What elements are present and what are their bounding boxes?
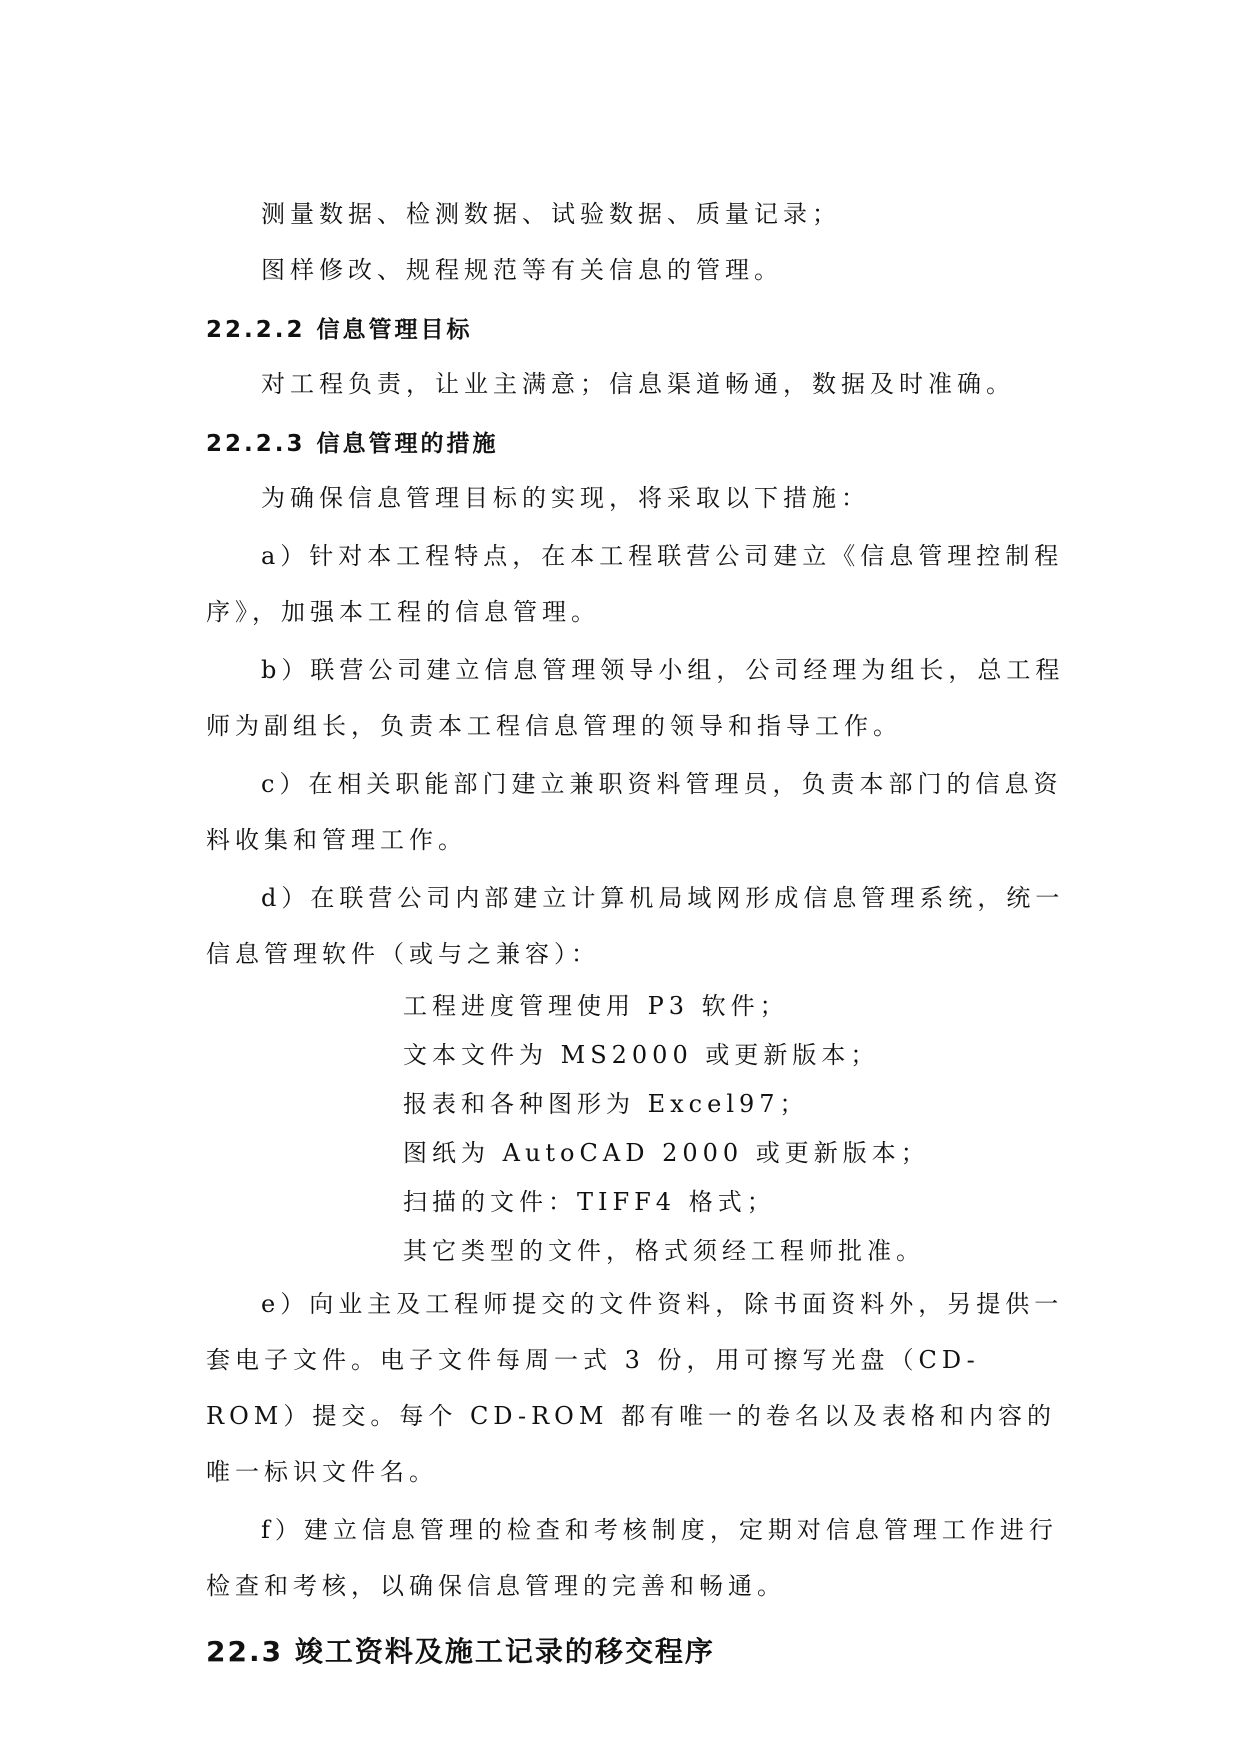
section-heading-22-2-2: 22.2.2 信息管理目标 [206,317,473,343]
paragraph-target: 对工程负责，让业主满意；信息渠道畅通，数据及时准确。 [261,370,1015,398]
software-item: 工程进度管理使用 P3 软件； [403,992,789,1020]
list-item-c: c）在相关职能部门建立兼职资料管理员，负责本部门的信息资料收集和管理工作。 [206,770,1063,854]
page-content [206,186,1066,1682]
list-item-d: d）在联营公司内部建立计算机局域网形成信息管理系统，统一信息管理软件（或与之兼容）： [206,884,1065,968]
list-item-a: a）针对本工程特点，在本工程联营公司建立《信息管理控制程序》，加强本工程的信息管理。 [206,542,1064,626]
section-heading-22-2-3: 22.2.3 信息管理的措施 [206,431,499,457]
software-item: 报表和各种图形为 Excel97； [403,1090,809,1118]
software-item: 文本文件为 MS2000 或更新版本； [403,1041,880,1069]
software-item: 扫描的文件：TIFF4 格式； [403,1188,776,1216]
paragraph-intro: 为确保信息管理目标的实现，将采取以下措施： [261,484,870,512]
paragraph-records: 测量数据、检测数据、试验数据、质量记录； [261,200,841,228]
list-item-b: b）联营公司建立信息管理领导小组，公司经理为组长，总工程师为副组长，负责本工程信息管理的领导和指导工作。 [206,656,1065,740]
software-list [403,982,1066,1276]
paragraph-drawings: 图样修改、规程规范等有关信息的管理。 [261,256,783,284]
list-item-e: e）向业主及工程师提交的文件资料，除书面资料外，另提供一套电子文件。电子文件每周一式 3 份，用可擦写光盘（CD-ROM）提交。每个 CD-ROM 都有唯一的卷名以及表格和内容的唯一标识文件名。 [206,1290,1064,1486]
software-item: 图纸为 AutoCAD 2000 或更新版本； [403,1139,930,1167]
software-item: 其它类型的文件，格式须经工程师批准。 [403,1237,925,1265]
section-heading-22-3: 22.3 竣工资料及施工记录的移交程序 [206,1635,715,1668]
list-item-f: f）建立信息管理的检查和考核制度，定期对信息管理工作进行检查和考核，以确保信息管理的完善和畅通。 [206,1516,1058,1600]
